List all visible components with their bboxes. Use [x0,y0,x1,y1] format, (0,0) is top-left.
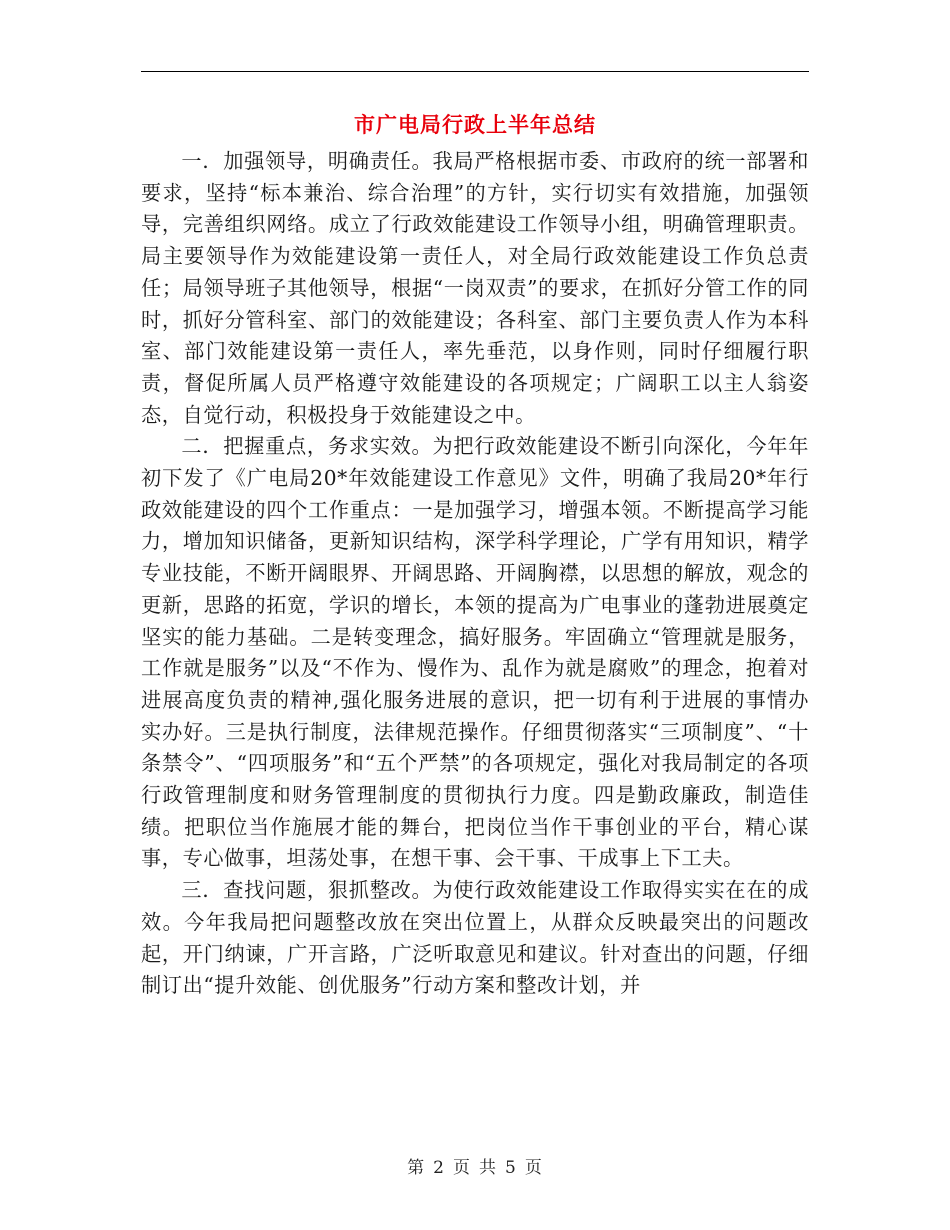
document-body [141,146,809,1002]
footer-prefix: 第 [407,1158,426,1178]
page-footer [0,1153,950,1178]
document-title: 市广电局行政上半年总结 [354,113,596,137]
footer-total-pages: 5 [505,1158,517,1178]
footer-total-unit: 页 [524,1158,543,1178]
footer-page-unit: 页 [453,1158,471,1178]
paragraph-1: 一．加强领导，明确责任。我局严格根据市委、市政府的统一部署和要求，坚持“标本兼治、综合治理”的方针，实行切实有效措施，加强领导，完善组织网络。成立了行政效能建设工作领导小组，明确管理职责。局主要领导作为效能建设第一责任人，对全局行政效能建设工作负总责任；局领导班子其他领导，根据“一岗双责”的要求，在抓好分管工作的同时，抓好分管科室、部门的效能建设；各科室、部门主要负责人作为本科室、部门效能建设第一责任人，率先垂范，以身作则，同时仔细履行职责，督促所属人员严格遵守效能建设的各项规定；广阔职工以主人翁姿态，自觉行动，积极投身于效能建设之中。 [141,149,809,427]
footer-page-number: 2 [433,1158,445,1178]
paragraph-3: 三．查找问题，狠抓整改。为使行政效能建设工作取得实实在在的成效。今年我局把问题整改放在突出位置上，从群众反映最突出的问题改起，开门纳谏，广开言路，广泛听取意见和建议。针对查出的问题，仔细制订出“提升效能、创优服务”行动方案和整改计划，并 [141,878,809,998]
header-rule [141,71,809,72]
paragraph-2: 二．把握重点，务求实效。为把行政效能建设不断引向深化，今年年初下发了《广电局20*年效能建设工作意见》文件，明确了我局20*年行政效能建设的四个工作重点：一是加强学习，增强本领。不断提高学习能力，增加知识储备，更新知识结构，深学科学理论，广学有用知识，精学专业技能，不断开阔眼界、开阔思路、开阔胸襟，以思想的解放，观念的更新，思路的拓宽，学识的增长，本领的提高为广电事业的蓬勃进展奠定坚实的能力基础。二是转变理念，搞好服务。牢固确立“管理就是服务，工作就是服务”以及“不作为、慢作为、乱作为就是腐败”的理念，抱着对进展高度负责的精神,强化服务进展的意识，把一切有利于进展的事情办实办好。三是执行制度，法律规范操作。仔细贯彻落实“三项制度”、“十条禁令”、“四项服务”和“五个严禁”的各项规定，强化对我局制定的各项行政管理制度和财务管理制度的贯彻执行力度。四是勤政廉政，制造佳绩。把职位当作施展才能的舞台，把岗位当作干事创业的平台，精心谋事，专心做事，坦荡处事，在想干事、会干事、干成事上下工夫。 [141,434,809,871]
footer-total-prefix: 共 [479,1158,497,1178]
